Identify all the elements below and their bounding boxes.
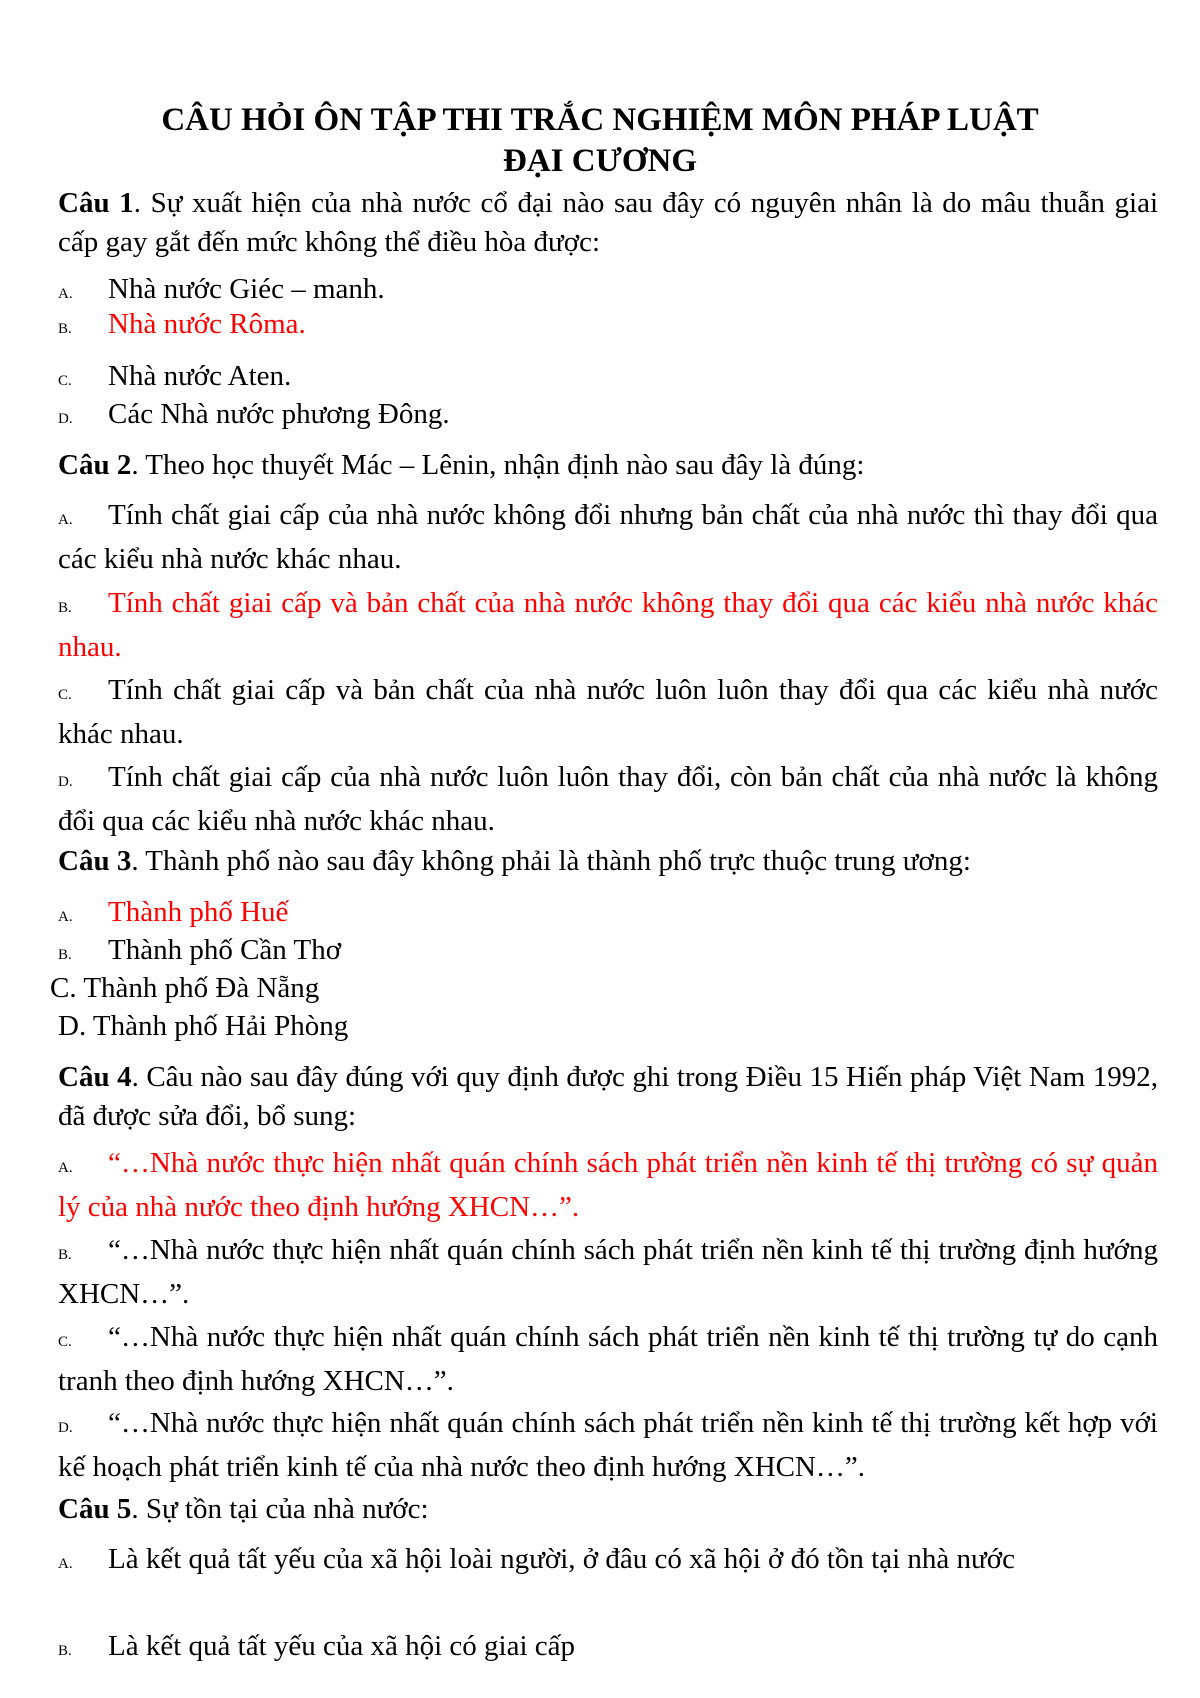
question-label: Câu 4 — [58, 1061, 132, 1093]
question-2-option-c — [58, 671, 1158, 754]
option-text: Tính chất giai cấp và bản chất của nhà nước không thay đổi qua các kiểu nhà nước khác nhau. — [58, 587, 1158, 663]
question-3 — [58, 842, 1158, 881]
option-letter: B. — [58, 1247, 72, 1263]
question-1-option-b — [58, 305, 1158, 349]
question-3-option-d: D. Thành phố Hải Phòng — [58, 1010, 349, 1042]
question-5 — [58, 1490, 1158, 1529]
option-text: Tính chất giai cấp và bản chất của nhà nước luôn luôn thay đổi qua các kiểu nhà nước khác nhau. — [58, 674, 1158, 750]
option-text: Là kết quả tất yếu của xã hội có giai cấp — [108, 1630, 576, 1662]
option-text: Thành phố Huế — [108, 896, 289, 928]
option-letter: A. — [58, 909, 73, 925]
question-label: Câu 1 — [58, 187, 134, 219]
option-letter: B. — [58, 1643, 72, 1659]
question-text: . Theo học thuyết Mác – Lênin, nhận định nào sau đây là đúng: — [131, 449, 865, 481]
question-label: Câu 5 — [58, 1493, 132, 1525]
option-letter: A. — [58, 286, 73, 302]
question-1 — [58, 184, 1158, 262]
option-letter: C. — [58, 1334, 72, 1350]
question-label: Câu 2 — [58, 449, 132, 481]
question-5-option-a — [58, 1540, 1158, 1584]
question-text: . Sự xuất hiện của nhà nước cổ đại nào sau đây có nguyên nhân là do mâu thuẫn giai cấp gay gắt đến mức không thể điều hòa được: — [58, 187, 1158, 258]
question-1-option-d — [58, 395, 1158, 439]
question-4-option-c — [58, 1318, 1158, 1401]
option-letter: D. — [58, 1420, 73, 1436]
question-text: . Câu nào sau đây đúng với quy định được ghi trong Điều 15 Hiến pháp Việt Nam 1992, đã được sửa đổi, bổ sung: — [58, 1061, 1158, 1132]
option-text: “…Nhà nước thực hiện nhất quán chính sách phát triển nền kinh tế thị trường định hướng XHCN…”. — [58, 1234, 1158, 1310]
option-letter: B. — [58, 947, 72, 963]
question-2-option-d — [58, 758, 1158, 841]
option-text: “…Nhà nước thực hiện nhất quán chính sách phát triển nền kinh tế thị trường kết hợp với kế hoạch phát triển kinh tế của nhà nước theo định hướng XHCN…”. — [58, 1407, 1158, 1483]
question-5-option-b — [58, 1627, 1158, 1671]
question-4-option-a — [58, 1144, 1158, 1227]
option-letter: A. — [58, 512, 73, 528]
document-title-line-1: CÂU HỎI ÔN TẬP THI TRẮC NGHIỆM MÔN PHÁP LUẬT — [161, 102, 1039, 138]
option-letter: C. — [58, 373, 72, 389]
question-text: . Thành phố nào sau đây không phải là thành phố trực thuộc trung ương: — [131, 845, 971, 877]
option-letter: A. — [58, 1160, 73, 1176]
option-letter: C. — [58, 687, 72, 703]
option-letter: B. — [58, 321, 72, 337]
question-2-option-a — [58, 496, 1158, 579]
question-label: Câu 3 — [58, 845, 132, 877]
option-text: Nhà nước Aten. — [108, 360, 292, 392]
option-text: “…Nhà nước thực hiện nhất quán chính sách phát triển nền kinh tế thị trường tự do cạnh tranh theo định hướng XHCN…”. — [58, 1321, 1158, 1397]
question-3-option-c: C. Thành phố Đà Nẵng — [50, 972, 320, 1004]
question-2-option-b — [58, 584, 1158, 667]
question-4 — [58, 1058, 1158, 1136]
option-text: Nhà nước Giéc – manh. — [108, 273, 385, 305]
option-text: Tính chất giai cấp của nhà nước không đổi nhưng bản chất của nhà nước thì thay đổi qua các kiểu nhà nước khác nhau. — [58, 499, 1158, 575]
option-text: Các Nhà nước phương Đông. — [108, 398, 450, 430]
option-text: “…Nhà nước thực hiện nhất quán chính sách phát triển nền kinh tế thị trường có sự quản lý của nhà nước theo định hướng XHCN…”. — [58, 1147, 1158, 1223]
question-2 — [58, 446, 1158, 485]
question-4-option-d — [58, 1404, 1158, 1487]
option-letter: A. — [58, 1556, 73, 1572]
question-4-option-b — [58, 1231, 1158, 1314]
option-letter: D. — [58, 411, 73, 427]
document-title-line-2: ĐẠI CƯƠNG — [502, 143, 698, 179]
option-text: Là kết quả tất yếu của xã hội loài người, ở đâu có xã hội ở đó tồn tại nhà nước — [108, 1543, 1015, 1575]
option-letter: B. — [58, 600, 72, 616]
option-letter: D. — [58, 774, 73, 790]
option-text: Tính chất giai cấp của nhà nước luôn luôn thay đổi, còn bản chất của nhà nước là không đổi qua các kiểu nhà nước khác nhau. — [58, 761, 1158, 837]
option-text: Thành phố Cần Thơ — [108, 934, 342, 966]
question-text: . Sự tồn tại của nhà nước: — [131, 1493, 429, 1525]
option-text: Nhà nước Rôma. — [108, 308, 306, 340]
